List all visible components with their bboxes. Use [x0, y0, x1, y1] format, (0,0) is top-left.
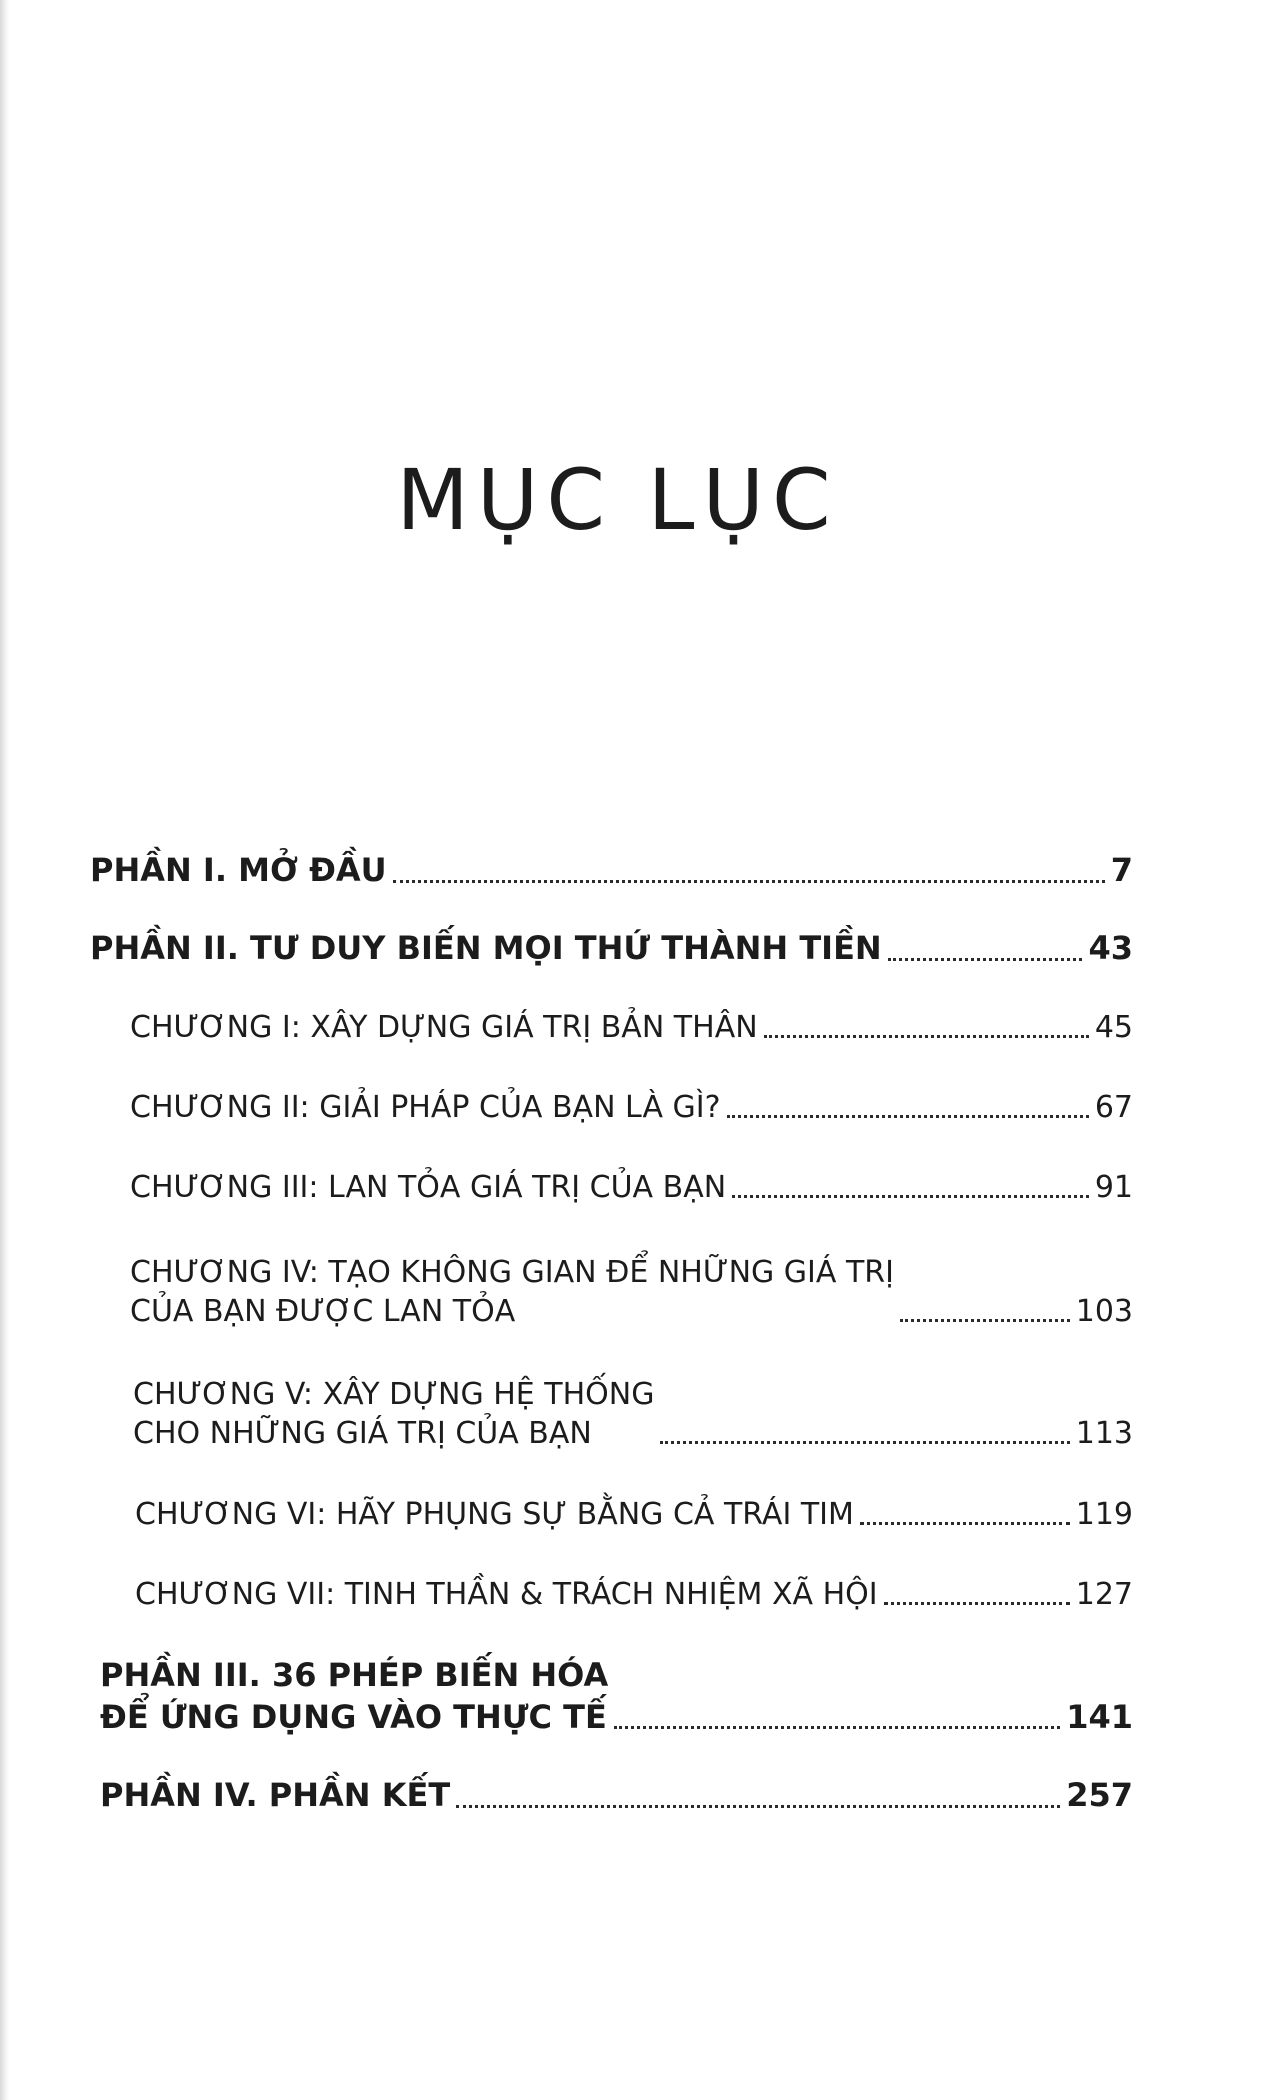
- dot-leader: [456, 1805, 1060, 1808]
- toc-entry-title: [130, 1253, 894, 1331]
- dot-leader: [727, 1115, 1089, 1118]
- toc-entry-title-line: CHƯƠNG II: GIẢI PHÁP CỦA BẠN LÀ GÌ?: [130, 1090, 721, 1125]
- toc-page-number: 257: [1066, 1776, 1133, 1814]
- toc-chapter-entry: [133, 1375, 1133, 1453]
- toc-entry-title-line: CHƯƠNG I: XÂY DỰNG GIÁ TRỊ BẢN THÂN: [130, 1010, 758, 1045]
- toc-entry-title: [90, 928, 882, 970]
- dot-leader: [393, 880, 1105, 883]
- toc-entry-title-line: ĐỂ ỨNG DỤNG VÀO THỰC TẾ: [100, 1697, 607, 1736]
- toc-page-number: 7: [1110, 851, 1133, 889]
- toc-page-number: 127: [1075, 1577, 1133, 1612]
- toc-part-entry: [100, 1655, 1133, 1738]
- toc-entry-title: [130, 1168, 726, 1207]
- toc-entry-title-line: PHẦN I. MỞ ĐẦU: [90, 851, 387, 889]
- page-edge-shadow: [0, 0, 10, 2100]
- toc-entry-title: [133, 1375, 654, 1453]
- toc-entry-title-line: CHƯƠNG VI: HÃY PHỤNG SỰ BẰNG CẢ TRÁI TIM: [135, 1497, 854, 1532]
- toc-entry-title: [130, 1008, 758, 1047]
- dot-leader: [888, 958, 1083, 961]
- toc-entry-title: [100, 1655, 608, 1738]
- toc-entry-title-line: CHO NHỮNG GIÁ TRỊ CỦA BẠN: [133, 1416, 592, 1451]
- toc-chapter-entry: [130, 1253, 1133, 1331]
- toc-page-number: 91: [1094, 1170, 1133, 1205]
- toc-page-number: 119: [1075, 1497, 1133, 1532]
- toc-chapter-entry: [135, 1495, 1133, 1534]
- toc-entry-title-line: PHẦN II. TƯ DUY BIẾN MỌI THỨ THÀNH TIỀN: [90, 929, 882, 967]
- dot-leader: [660, 1441, 1069, 1444]
- toc-entry-title: [100, 1775, 450, 1817]
- toc-part-entry: [100, 1775, 1133, 1817]
- dot-leader: [860, 1522, 1070, 1525]
- toc-chapter-entry: [130, 1088, 1133, 1127]
- toc-page-number: 103: [1075, 1294, 1133, 1329]
- toc-entry-title-line: PHẦN III. 36 PHÉP BIẾN HÓA: [100, 1656, 609, 1694]
- toc-entry-title: [90, 850, 387, 892]
- toc-page-number: 141: [1066, 1697, 1133, 1736]
- toc-entry-title-line: PHẦN IV. PHẦN KẾT: [100, 1776, 451, 1814]
- toc-entry-title: [135, 1495, 854, 1534]
- dot-leader: [614, 1726, 1060, 1729]
- toc-entry-title-line: CHƯƠNG IV: TẠO KHÔNG GIAN ĐỂ NHỮNG GIÁ TRỊ: [130, 1255, 894, 1290]
- toc-part-entry: [90, 928, 1133, 970]
- toc-entry-title-line: CHƯƠNG VII: TINH THẦN & TRÁCH NHIỆM XÃ HỘI: [135, 1577, 878, 1612]
- toc-entry-title-line: CHƯƠNG III: LAN TỎA GIÁ TRỊ CỦA BẠN: [130, 1170, 727, 1205]
- toc-page-number: 113: [1075, 1416, 1133, 1451]
- page-title: MỤC LỤC: [396, 451, 839, 549]
- toc-chapter-entry: [130, 1008, 1133, 1047]
- dot-leader: [764, 1035, 1089, 1038]
- dot-leader: [900, 1319, 1070, 1322]
- toc-entry-title-line: CỦA BẠN ĐƯỢC LAN TỎA: [130, 1294, 516, 1329]
- dot-leader: [732, 1195, 1089, 1198]
- toc-entry-title: [135, 1575, 878, 1614]
- toc-chapter-entry: [130, 1168, 1133, 1207]
- toc-page-number: 67: [1094, 1090, 1133, 1125]
- toc-entry-title: [130, 1088, 721, 1127]
- toc-chapter-entry: [135, 1575, 1133, 1614]
- toc-entry-title-line: CHƯƠNG V: XÂY DỰNG HỆ THỐNG: [133, 1377, 655, 1412]
- toc-page-number: 43: [1088, 929, 1133, 967]
- dot-leader: [884, 1602, 1070, 1605]
- toc-part-entry: [90, 850, 1133, 892]
- toc-page-number: 45: [1094, 1010, 1133, 1045]
